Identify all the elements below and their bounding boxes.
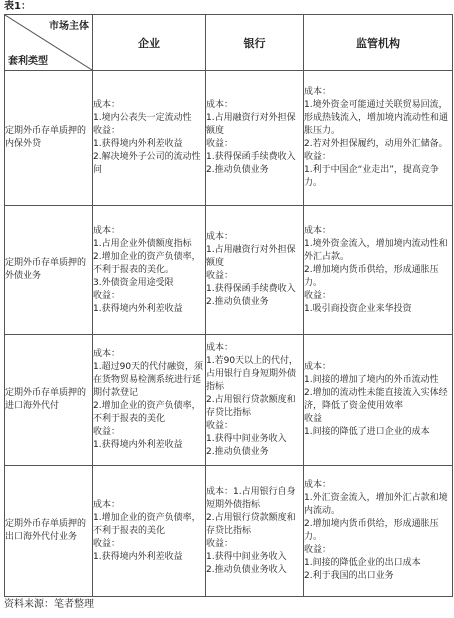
regulator-cell <box>304 71 453 206</box>
cell-line: 成本： <box>206 232 234 242</box>
cell-line: 1.间接的降低了进口企业的成本 <box>304 427 430 437</box>
corner-label-market-subject: 市场主体 <box>49 21 89 32</box>
cell-line: 1.境外资金可能通过关联贸易回流，形成热钱流入，增加境内流动性和通胀压力。 <box>304 100 449 136</box>
cell-line: 2.占用银行贷款额度和存贷比指标 <box>206 394 296 418</box>
row-type-label: 定期外币存单质押的进口海外代付 <box>5 335 93 466</box>
cell-line: 收益： <box>304 290 332 301</box>
cell-line: 2.增加境内货币供给，形成通胀压力。 <box>304 264 439 288</box>
cell-line: 1.获得境内外利差收益 <box>93 303 183 314</box>
regulator-cell <box>304 335 453 466</box>
cell-line: 成本： <box>206 342 234 353</box>
regulator-cell <box>304 206 453 335</box>
cell-line: 收益 <box>304 414 323 424</box>
cell-line: 成本： <box>93 499 121 510</box>
cell-line: 1.吸引商投资企业来华投资 <box>304 303 412 314</box>
source-note: 资料来源：笔者整理 <box>4 599 94 610</box>
header-row <box>5 15 453 71</box>
row-type-label: 定期外币存单质押的外债业务 <box>5 206 93 335</box>
cell-line: 成本： <box>93 225 121 236</box>
cell-line: 收益： <box>93 126 121 136</box>
cell-line: 成本： <box>304 362 332 372</box>
column-header-bank: 银行 <box>206 15 304 71</box>
cell-line: 2.利于我国的出口业务 <box>304 571 394 581</box>
corner-label-arbitrage-type: 套利类型 <box>8 56 48 67</box>
cell-line: 2.推动负债业务 <box>206 446 269 457</box>
cell-line: 收益： <box>206 420 234 431</box>
enterprise-cell <box>93 466 206 597</box>
column-header-enterprise: 企业 <box>93 15 206 71</box>
cell-line: 1.境内公表失一定流动性 <box>93 113 192 123</box>
cell-line: 2.若对外担保履约，动用外汇储备。 <box>304 139 448 149</box>
cell-line: 1.获得中间业务收入 <box>206 551 287 562</box>
cell-line: 成本： <box>93 100 121 110</box>
cell-line: 1.获得保函手续费收入 <box>206 284 296 294</box>
cell-line: 1.获得境内外利差收益 <box>93 440 183 450</box>
cell-line: 收益： <box>206 271 234 281</box>
cell-line: 2.推动负债业务 <box>206 165 269 175</box>
cell-line: 成本： <box>304 87 332 97</box>
cell-line: 2.增加企业的资产负债率，不利于报表的美化 <box>93 401 201 424</box>
bank-cell <box>206 71 304 206</box>
bank-cell <box>206 335 304 466</box>
arbitrage-table <box>4 14 453 597</box>
corner-header-cell <box>5 15 93 71</box>
cell-line: 3.外债资金用途受限 <box>93 277 174 288</box>
cell-line: 成本：1.占用银行自身短期外债指标 <box>206 486 296 510</box>
cell-line: 1.占用企业外债额度指标 <box>93 238 192 249</box>
cell-line: 2.推动负债业务 <box>206 297 269 307</box>
cell-line: 2.增加境内货币供给，形成通胀压力。 <box>304 519 439 542</box>
cell-line: 1.境外资金流入，增加境内流动性和外汇占款。 <box>304 238 448 262</box>
table-row <box>5 206 453 335</box>
cell-line: 1.获得境内外利差收益 <box>93 551 183 562</box>
bank-cell <box>206 466 304 597</box>
cell-line: 2.增加企业的资产负债率，不利于报表的美化。 <box>93 251 201 275</box>
table-row <box>5 466 453 597</box>
cell-line: 1.占用融资行对外担保额度 <box>206 245 296 268</box>
cell-line: 成本： <box>304 480 332 490</box>
cell-line: 收益： <box>304 545 332 555</box>
bank-cell <box>206 206 304 335</box>
cell-line: 收益： <box>304 152 332 162</box>
enterprise-cell <box>93 335 206 466</box>
cell-line: 1.获得中间业务收入 <box>206 433 287 444</box>
table-caption: 表1： <box>4 1 31 12</box>
row-type-label: 定期外币存单质押的出口海外代付业务 <box>5 466 93 597</box>
cell-line: 1.占用融资行对外担保额度 <box>206 113 296 136</box>
cell-line: 收益： <box>206 538 234 549</box>
row-type-label: 定期外币存单质押的内保外贷 <box>5 71 93 206</box>
cell-line: 收益： <box>206 139 234 149</box>
table-row <box>5 71 453 206</box>
cell-line: 收益： <box>93 538 121 549</box>
cell-line: 2.推动负债业务收入 <box>206 564 287 575</box>
cell-line: 1.利于中国企“业走出”，提高竞争力。 <box>304 165 439 188</box>
enterprise-cell <box>93 206 206 335</box>
cell-line: 1.获得保函手续费收入 <box>206 152 296 162</box>
column-header-regulator: 监管机构 <box>304 15 453 71</box>
regulator-cell <box>304 466 453 597</box>
cell-line: 1.超过90天的代付融资，须在货物贸易检测系统进行延期付款登记 <box>93 362 204 398</box>
cell-line: 2.占用银行贷款额度和存贷比指标 <box>206 512 296 536</box>
cell-line: 1.间接的降低企业的出口成本 <box>304 558 421 568</box>
cell-line: 1.间接的增加了境内的外币流动性 <box>304 375 439 385</box>
cell-line: 1.获得境内外利差收益 <box>93 139 183 149</box>
enterprise-cell <box>93 71 206 206</box>
cell-line: 收益： <box>93 290 121 301</box>
cell-line: 2.解决境外子公司的流动性问 <box>93 152 201 175</box>
cell-line: 收益： <box>93 427 121 437</box>
cell-line: 1.增加企业的资产负债率，不利于报表的美化 <box>93 512 201 536</box>
cell-line: 成本： <box>93 349 121 359</box>
cell-line: 1.外汇资金流入，增加外汇占款和境内流动。 <box>304 493 448 516</box>
cell-line: 1.若90天以上的代付，占用银行自身短期外债指标 <box>206 355 299 392</box>
cell-line: 成本： <box>206 100 234 110</box>
table-row <box>5 335 453 466</box>
cell-line: 2.增加的流动性未能直接流入实体经济，降低了资金使用效率 <box>304 388 448 411</box>
cell-line: 成本： <box>304 225 332 236</box>
